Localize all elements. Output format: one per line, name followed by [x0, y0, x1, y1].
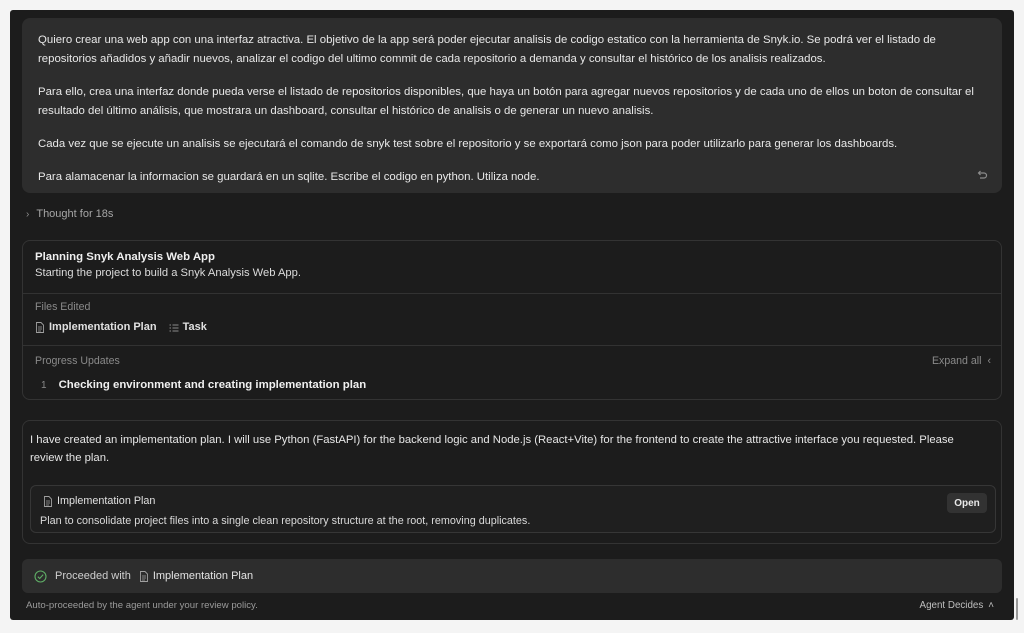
thought-label: Thought for 18s [36, 208, 114, 220]
files-edited-label: Files Edited [35, 301, 91, 313]
proceeded-label: Proceeded with [55, 570, 131, 582]
user-message-paragraph-1: Quiero crear una web app con una interfaz atractiva. El objetivo de la app será poder ejecutar analisis de codigo estatico con la herramienta de Snyk.io. Se podrá ver el listado de repositorios añadidos y añadir nuevos, analizar el codigo del ultimo commit de cada repositorio a demanda y consultar el histórico de los analisis realizados. [38, 34, 936, 65]
chevron-left-icon: ‹ [987, 355, 991, 367]
agent-reply-card [22, 420, 1002, 544]
scrollbar[interactable] [1016, 598, 1018, 620]
undo-icon[interactable] [976, 169, 988, 181]
agent-chat-panel [10, 10, 1014, 620]
proceeded-plan-label: Implementation Plan [152, 570, 254, 582]
artifact-title [43, 495, 155, 507]
expand-all-button[interactable] [932, 355, 991, 367]
user-message-paragraph-2: Para ello, crea una interfaz donde pueda verse el listado de repositorios disponibles, que haya un botón para agregar nuevos repositorios y de cada uno de ellos un boton de consultar el resultado del último análisis, que mostrara un dashboard, consultar el histórico de analisis o de generar un nuevo analisis. [38, 86, 974, 117]
task-subtitle: Starting the project to build a Snyk Analysis Web App. [35, 267, 301, 279]
proceeded-plan-link[interactable] [139, 570, 253, 582]
divider [23, 293, 1001, 294]
task-header [35, 250, 301, 281]
step-text: Checking environment and creating implementation plan [58, 379, 367, 391]
file-chip-implementation-plan[interactable] [35, 321, 157, 333]
user-message-paragraph-4: Para alamacenar la informacion se guardará en un sqlite. Escribe el codigo en python. Utiliza node. [38, 171, 540, 183]
document-icon [43, 496, 53, 507]
user-message-paragraph-3: Cada vez que se ejecute un analisis se ejecutará el comando de snyk test sobre el repositorio y se exportará como json para poder utilizarlo para generar los dashboards. [38, 138, 898, 150]
implementation-plan-artifact[interactable] [30, 485, 996, 533]
files-edited-list [35, 321, 207, 333]
file-chip-task[interactable] [169, 321, 207, 333]
artifact-description: Plan to consolidate project files into a single clean repository structure at the root, removing duplicates. [40, 515, 531, 527]
divider [23, 345, 1001, 346]
open-button[interactable]: Open [947, 493, 987, 513]
task-card [22, 240, 1002, 400]
user-message [22, 18, 1002, 193]
thought-toggle[interactable] [26, 208, 113, 220]
file-chip-label: Implementation Plan [49, 321, 157, 333]
checklist-icon [169, 322, 179, 333]
check-circle-icon [34, 570, 47, 583]
step-number: 1 [41, 379, 47, 391]
task-title: Planning Snyk Analysis Web App [35, 251, 215, 263]
artifact-title-label: Implementation Plan [57, 495, 156, 507]
agent-mode-label: Agent Decides [919, 600, 984, 611]
chevron-right-icon: › [26, 208, 30, 220]
chevron-up-icon: ˄ [988, 600, 994, 611]
document-icon [139, 571, 149, 582]
review-policy-note: Auto-proceeded by the agent under your review policy. [26, 600, 258, 611]
file-chip-label: Task [182, 321, 207, 333]
progress-step [41, 379, 366, 391]
expand-all-label: Expand all [931, 355, 982, 367]
progress-updates-label: Progress Updates [35, 355, 120, 367]
agent-mode-selector[interactable] [920, 600, 994, 611]
document-icon [35, 322, 45, 333]
proceeded-status-bar [22, 559, 1002, 593]
agent-reply-text: I have created an implementation plan. I will use Python (FastAPI) for the backend logic and Node.js (React+Vite) for the frontend to create the attractive interface you requested. Please review the plan. [30, 434, 954, 464]
